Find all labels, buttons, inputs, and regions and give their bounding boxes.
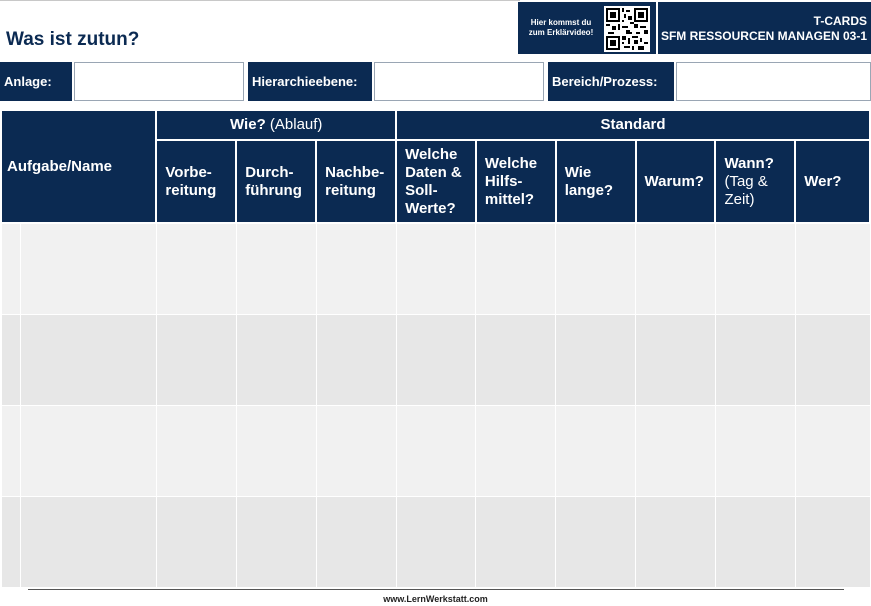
brand-box	[658, 2, 871, 54]
table-cell[interactable]	[236, 223, 316, 314]
anlage-field[interactable]	[74, 62, 244, 101]
table-row	[1, 405, 870, 496]
col-nachbereitung	[316, 140, 396, 223]
col-daten-line3: Soll-	[405, 181, 438, 199]
table-cell[interactable]	[396, 223, 476, 314]
table-cell[interactable]	[396, 405, 476, 496]
table-row	[1, 314, 870, 405]
col-dauer-line1: Wie	[564, 163, 592, 181]
table-cell[interactable]	[795, 496, 870, 587]
col-wer-label: Wer?	[804, 172, 842, 190]
table-cell[interactable]	[715, 223, 795, 314]
table-cell[interactable]	[636, 496, 716, 587]
video-qr-box[interactable]	[518, 2, 656, 54]
table-cell[interactable]	[396, 496, 476, 587]
col-daten-sollwerte	[396, 140, 476, 223]
table-cell[interactable]	[316, 314, 396, 405]
table-cell[interactable]	[636, 405, 716, 496]
col-dauer-line2: lange?	[564, 181, 614, 199]
table-cell[interactable]	[715, 314, 795, 405]
table-cell[interactable]	[476, 223, 556, 314]
qr-code-icon[interactable]	[604, 6, 650, 52]
standard-group-header	[396, 110, 870, 140]
table-cell[interactable]	[316, 496, 396, 587]
table-cell[interactable]	[156, 223, 236, 314]
top-rule	[0, 0, 520, 1]
brand-subtitle: SFM RESSOURCEN MANAGEN 03-1	[660, 29, 867, 43]
col-dauer	[556, 140, 636, 223]
row-marker-cell	[1, 405, 21, 496]
footer-divider	[28, 589, 844, 590]
table-cell[interactable]	[795, 405, 870, 496]
footer-url[interactable]: www.LernWerkstatt.com	[383, 594, 488, 604]
task-cell[interactable]	[21, 223, 156, 314]
standard-group-title: Standard	[600, 116, 666, 133]
bereich-prozess-label: Bereich/Prozess:	[548, 62, 674, 101]
col-wer	[795, 140, 870, 223]
table-cell[interactable]	[636, 314, 716, 405]
col-durchfuehrung	[236, 140, 316, 223]
wie-group-subtitle: (Ablauf)	[269, 116, 323, 133]
table-row	[1, 496, 870, 587]
col-hilfsmittel-line1: Welche	[484, 154, 538, 172]
qr-caption	[518, 18, 600, 38]
brand-title: T-CARDS	[813, 14, 867, 28]
row-marker-cell	[1, 314, 21, 405]
qr-caption-line1: Hier kommst du	[530, 18, 592, 27]
bereich-prozess-field[interactable]	[676, 62, 871, 101]
table-cell[interactable]	[795, 223, 870, 314]
col-hilfsmittel-line3: mittel?	[484, 190, 535, 208]
table-cell[interactable]	[236, 314, 316, 405]
table-cell[interactable]	[156, 496, 236, 587]
table-cell[interactable]	[476, 496, 556, 587]
col-hilfsmittel-line2: Hilfs-	[484, 172, 523, 190]
anlage-label: Anlage:	[0, 62, 72, 101]
col-daten-line1: Welche	[405, 145, 458, 163]
col-warum	[636, 140, 716, 223]
table-cell[interactable]	[715, 496, 795, 587]
table-cell[interactable]	[476, 405, 556, 496]
col-wann-line2: (Tag &	[724, 172, 768, 190]
col-vorbereitung-line1: Vorbe-	[165, 163, 212, 181]
task-cell[interactable]	[21, 496, 156, 587]
page-title: Was ist zutun?	[6, 29, 140, 50]
col-nachbereitung-line1: Nachbe-	[325, 163, 385, 181]
hierarchieebene-field[interactable]	[374, 62, 544, 101]
table-cell[interactable]	[476, 314, 556, 405]
table-cell[interactable]	[556, 405, 636, 496]
col-vorbereitung-line2: reitung	[165, 181, 217, 199]
table-cell[interactable]	[156, 314, 236, 405]
row-marker-cell	[1, 223, 21, 314]
col-nachbereitung-line2: reitung	[325, 181, 376, 199]
table-cell[interactable]	[556, 496, 636, 587]
col-daten-line2: Daten &	[405, 163, 462, 181]
col-wann-line1: Wann?	[724, 154, 774, 172]
col-daten-line4: Werte?	[405, 199, 456, 217]
row-marker-cell	[1, 496, 21, 587]
table-cell[interactable]	[236, 405, 316, 496]
table-cell[interactable]	[795, 314, 870, 405]
col-wann-line3: Zeit)	[724, 190, 755, 208]
col-warum-label: Warum?	[644, 172, 704, 190]
table-row	[1, 223, 870, 314]
task-name-header-text: Aufgabe/Name	[7, 157, 113, 175]
task-cell[interactable]	[21, 314, 156, 405]
col-durchfuehrung-line1: Durch-	[245, 163, 294, 181]
col-hilfsmittel	[476, 140, 556, 223]
hierarchieebene-label: Hierarchieebene:	[248, 62, 372, 101]
table-cell[interactable]	[556, 314, 636, 405]
table-cell[interactable]	[636, 223, 716, 314]
table-cell[interactable]	[396, 314, 476, 405]
table-cell[interactable]	[556, 223, 636, 314]
task-cell[interactable]	[21, 405, 156, 496]
wie-group-title: Wie?	[230, 116, 266, 133]
col-wann	[715, 140, 795, 223]
task-table	[0, 109, 871, 588]
task-name-header	[1, 110, 156, 223]
col-vorbereitung	[156, 140, 236, 223]
wie-group-header	[156, 110, 396, 140]
qr-caption-line2: zum Erklärvideo!	[528, 28, 594, 37]
table-cell[interactable]	[715, 405, 795, 496]
table-cell[interactable]	[236, 496, 316, 587]
table-cell[interactable]	[316, 405, 396, 496]
col-durchfuehrung-line2: führung	[245, 181, 302, 199]
table-cell[interactable]	[316, 223, 396, 314]
table-cell[interactable]	[156, 405, 236, 496]
